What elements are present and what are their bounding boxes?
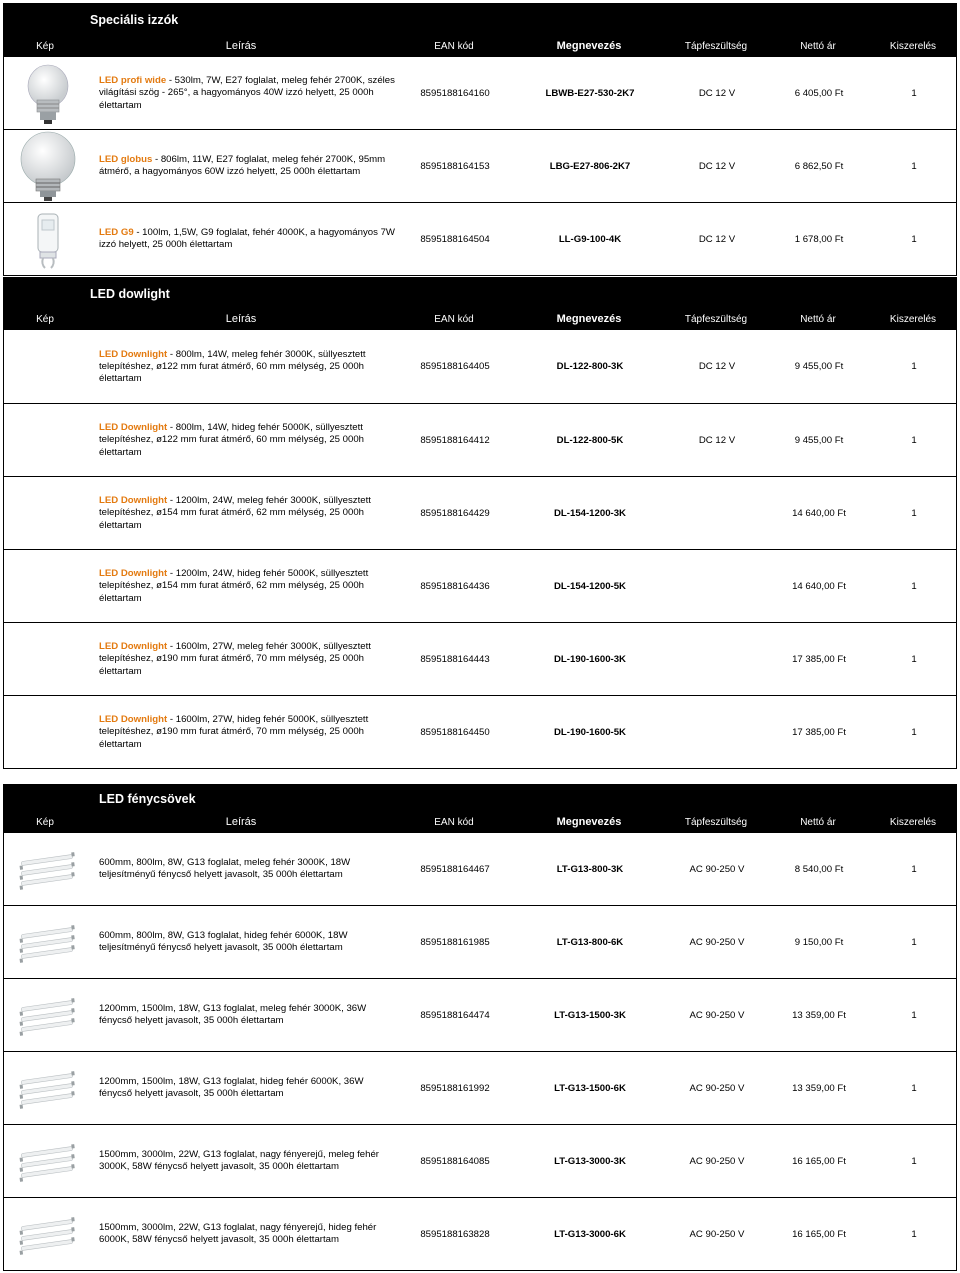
column-header-tapfesz: Tápfeszültség (684, 314, 748, 325)
product-description (99, 75, 399, 112)
product-name-highlight: LED Downlight (99, 495, 168, 506)
column-header-kiszereles: Kiszerelés (889, 314, 937, 325)
net-price: 9 455,00 Ft (794, 361, 844, 372)
table-row (3, 696, 957, 769)
supply-voltage: AC 90-250 V (689, 863, 745, 875)
section-title-text: Speciális izzók (90, 13, 179, 27)
product-description-text: - 800lm, 14W, meleg fehér 3000K, süllyesztett telepítéshez, ø122 mm furat átmérő, 60 mm mélység, 25 000h élettartam (99, 348, 366, 385)
product-name-highlight: LED Downlight (99, 714, 168, 725)
supply-voltage: DC 12 V (698, 233, 736, 245)
ean-code: 8595188161985 (420, 936, 490, 948)
package-quantity: 1 (911, 1009, 917, 1021)
tube-icon (12, 1056, 84, 1121)
table-row (3, 330, 957, 404)
product-description (99, 1149, 399, 1174)
table-row (3, 833, 957, 906)
net-price: 16 165,00 Ft (792, 1155, 846, 1167)
net-price: 1 678,00 Ft (794, 233, 844, 245)
ean-code: 8595188161992 (420, 1082, 490, 1094)
product-code: DL-154-1200-3K (554, 507, 626, 519)
column-header-megnevezes: Megnevezés (556, 40, 622, 52)
tube-icon (12, 1202, 84, 1267)
package-quantity: 1 (911, 233, 917, 245)
product-code: LBG-E27-806-2K7 (549, 160, 631, 172)
product-name-highlight: LED profi wide (99, 75, 167, 86)
column-header-netto: Nettó ár (800, 817, 836, 828)
supply-voltage: AC 90-250 V (689, 936, 745, 948)
product-description-text: 1200mm, 1500lm, 18W, G13 foglalat, hideg fehér 6000K, 36W fénycső helyett javasolt, 35 000h élettartam (99, 1076, 364, 1100)
product-description (99, 349, 399, 386)
table-row (3, 979, 957, 1052)
ean-code: 8595188164085 (420, 1155, 490, 1167)
product-description (99, 930, 399, 955)
bulb-icon (12, 61, 84, 126)
column-header-netto: Nettó ár (800, 314, 836, 325)
product-description (99, 568, 399, 605)
product-name-highlight: LED Downlight (99, 348, 168, 360)
ean-code: 8595188164474 (420, 1009, 490, 1021)
tube-icon (12, 1129, 84, 1194)
product-code: DL-190-1600-3K (554, 653, 626, 665)
ean-code: 8595188164436 (420, 580, 490, 592)
tube-icon (12, 837, 84, 902)
table-row (3, 404, 957, 477)
ean-code: 8595188164443 (420, 653, 490, 665)
product-code: DL-154-1200-5K (554, 580, 626, 592)
column-header-row (3, 310, 957, 330)
product-name-highlight: LED G9 (99, 227, 134, 238)
package-quantity: 1 (911, 1155, 917, 1167)
supply-voltage: AC 90-250 V (689, 1082, 745, 1094)
package-quantity: 1 (911, 653, 917, 665)
net-price: 13 359,00 Ft (792, 1082, 846, 1094)
product-description (99, 495, 399, 532)
product-description (99, 422, 399, 459)
product-description-text: 600mm, 800lm, 8W, G13 foglalat, hideg fehér 6000K, 18W teljesítményű fénycső helyett javasolt, 35 000h élettartam (99, 930, 348, 954)
product-code: LT-G13-800-6K (556, 936, 624, 948)
section-title (3, 277, 957, 310)
supply-voltage: AC 90-250 V (689, 1228, 745, 1240)
product-description (99, 641, 399, 678)
supply-voltage: DC 12 V (698, 361, 736, 372)
column-header-tapfesz: Tápfeszültség (684, 817, 748, 828)
package-quantity: 1 (911, 936, 917, 948)
product-description-text: - 1600lm, 27W, meleg fehér 3000K, süllyesztett telepítéshez, ø190 mm furat átmérő, 70 mm mélység, 25 000h élettartam (99, 641, 371, 677)
net-price: 9 150,00 Ft (794, 936, 844, 948)
net-price: 6 862,50 Ft (794, 160, 844, 172)
supply-voltage: AC 90-250 V (689, 1009, 745, 1021)
net-price: 14 640,00 Ft (792, 507, 846, 519)
table-row (3, 1052, 957, 1125)
ean-code: 8595188164412 (420, 434, 490, 446)
column-header-leiras: Leírás (225, 40, 257, 52)
ean-code: 8595188164467 (420, 863, 490, 875)
ean-code: 8595188164405 (420, 361, 490, 372)
product-name-highlight: LED Downlight (99, 422, 168, 433)
product-description-text: - 530lm, 7W, E27 foglalat, meleg fehér 2700K, széles világítási szög - 265°, a hagyományos 40W izzó helyett, 25 000h élettartam (99, 75, 395, 111)
product-description-text: - 100lm, 1,5W, G9 foglalat, fehér 4000K, a hagyományos 7W izzó helyett, 25 000h élettartam (99, 227, 395, 251)
ean-code: 8595188164504 (420, 233, 490, 245)
table-row (3, 203, 957, 276)
product-description-text: - 1200lm, 24W, meleg fehér 3000K, süllyesztett telepítéshez, ø154 mm furat átmérő, 62 mm mélység, 25 000h élettartam (99, 495, 371, 531)
product-description-text: - 1200lm, 24W, hideg fehér 5000K, süllyesztett telepítéshez, ø154 mm furat átmérő, 62 mm mélység, 25 000h élettartam (99, 568, 369, 604)
product-description-text: - 806lm, 11W, E27 foglalat, meleg fehér 2700K, 95mm átmérő, a hagyományos 60W izzó helyett, 25 000h élettartam (99, 154, 386, 178)
product-description-text: 1500mm, 3000lm, 22W, G13 foglalat, nagy fényerejű, meleg fehér 3000K, 58W fénycső helyett javasolt, 35 000h élettartam (99, 1149, 379, 1173)
column-header-ean: EAN kód (434, 41, 474, 52)
column-header-kiszereles: Kiszerelés (889, 41, 937, 52)
column-header-leiras: Leírás (225, 816, 257, 828)
product-name-highlight: LED Downlight (99, 641, 168, 652)
column-header-kep: Kép (36, 314, 54, 325)
package-quantity: 1 (911, 726, 917, 738)
product-code: DL-190-1600-5K (554, 726, 626, 738)
column-header-megnevezes: Megnevezés (556, 816, 622, 828)
product-code: LL-G9-100-4K (558, 233, 622, 245)
package-quantity: 1 (911, 361, 917, 372)
table-row (3, 906, 957, 979)
column-header-ean: EAN kód (434, 817, 474, 828)
net-price: 17 385,00 Ft (792, 726, 846, 738)
product-description (99, 227, 399, 252)
product-code: LT-G13-3000-3K (554, 1155, 626, 1167)
product-description (99, 714, 399, 751)
supply-voltage: DC 12 V (698, 87, 736, 99)
supply-voltage: AC 90-250 V (689, 1155, 745, 1167)
product-description (99, 154, 399, 179)
table-row (3, 1198, 957, 1271)
ean-code: 8595188164160 (420, 87, 490, 99)
product-description-text: 600mm, 800lm, 8W, G13 foglalat, meleg fehér 3000K, 18W teljesítményű fénycső helyett javasolt, 35 000h élettartam (99, 857, 351, 881)
product-description (99, 1003, 399, 1028)
product-name-highlight: LED Downlight (99, 568, 168, 579)
column-header-row (3, 37, 957, 57)
ean-code: 8595188163828 (420, 1228, 490, 1240)
package-quantity: 1 (911, 580, 917, 592)
product-description-text: 1200mm, 1500lm, 18W, G13 foglalat, meleg fehér 3000K, 36W fénycső helyett javasolt, 35 000h élettartam (99, 1003, 367, 1027)
column-header-ean: EAN kód (434, 314, 474, 325)
product-code: LT-G13-1500-3K (554, 1009, 626, 1021)
package-quantity: 1 (911, 1082, 917, 1094)
section-title-text: LED dowlight (90, 287, 170, 301)
package-quantity: 1 (911, 507, 917, 519)
globe-bulb-icon (12, 134, 84, 199)
ean-code: 8595188164429 (420, 507, 490, 519)
column-header-netto: Nettó ár (800, 41, 836, 52)
product-code: LT-G13-1500-6K (554, 1082, 626, 1094)
tube-icon (12, 910, 84, 975)
ean-code: 8595188164450 (420, 726, 490, 738)
section-title (3, 3, 957, 37)
package-quantity: 1 (911, 1228, 917, 1240)
table-row (3, 130, 957, 203)
column-header-kep: Kép (36, 41, 54, 52)
package-quantity: 1 (911, 434, 917, 446)
table-row (3, 550, 957, 623)
product-code: LT-G13-3000-6K (554, 1228, 626, 1240)
section-title-text: LED fénycsövek (99, 792, 196, 806)
net-price: 14 640,00 Ft (792, 580, 846, 592)
table-row (3, 57, 957, 130)
column-header-leiras: Leírás (225, 313, 257, 325)
section-title (3, 784, 957, 813)
product-code: DL-122-800-3K (556, 361, 624, 372)
package-quantity: 1 (911, 863, 917, 875)
product-description-text: - 1600lm, 27W, hideg fehér 5000K, süllyesztett telepítéshez, ø190 mm furat átmérő, 70 mm mélység, 25 000h élettartam (99, 714, 369, 750)
product-code: DL-122-800-5K (556, 434, 624, 446)
table-row (3, 623, 957, 696)
column-header-kiszereles: Kiszerelés (889, 817, 937, 828)
product-description (99, 1076, 399, 1101)
column-header-row (3, 813, 957, 833)
table-row (3, 1125, 957, 1198)
supply-voltage: DC 12 V (698, 160, 736, 172)
column-header-kep: Kép (36, 817, 54, 828)
net-price: 6 405,00 Ft (794, 87, 844, 99)
product-description-text: - 800lm, 14W, hideg fehér 5000K, süllyesztett telepítéshez, ø122 mm furat átmérő, 60 mm mélység, 25 000h élettartam (99, 422, 365, 458)
product-code: LT-G13-800-3K (556, 863, 624, 875)
net-price: 13 359,00 Ft (792, 1009, 846, 1021)
table-row (3, 477, 957, 550)
package-quantity: 1 (911, 160, 917, 172)
product-description-text: 1500mm, 3000lm, 22W, G13 foglalat, nagy fényerejű, hideg fehér 6000K, 58W fénycső helyett javasolt, 35 000h élettartam (99, 1222, 377, 1246)
tube-icon (12, 983, 84, 1048)
product-description (99, 857, 399, 882)
net-price: 9 455,00 Ft (794, 434, 844, 446)
supply-voltage: DC 12 V (698, 434, 736, 446)
product-code: LBWB-E27-530-2K7 (545, 87, 635, 99)
g9-capsule-icon (12, 207, 84, 272)
column-header-megnevezes: Megnevezés (556, 313, 622, 325)
column-header-tapfesz: Tápfeszültség (684, 41, 748, 52)
net-price: 8 540,00 Ft (794, 863, 844, 875)
net-price: 16 165,00 Ft (792, 1228, 846, 1240)
ean-code: 8595188164153 (420, 160, 490, 172)
package-quantity: 1 (911, 87, 917, 99)
product-description (99, 1222, 399, 1247)
product-name-highlight: LED globus (99, 154, 153, 165)
net-price: 17 385,00 Ft (792, 653, 846, 665)
